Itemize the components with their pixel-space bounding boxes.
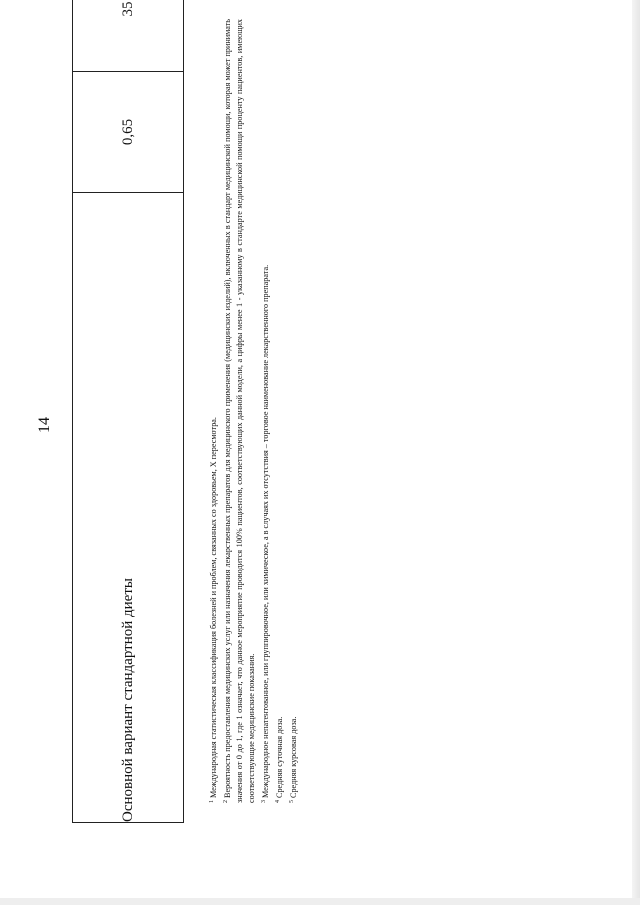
footnote-mark: 3 xyxy=(261,800,267,803)
footnote-text: Международное непатентованное, или группировочное, или химическое, а в случаях их отсутствия – торговое наименование лекарственного препарата. xyxy=(261,264,270,798)
footnote-5 xyxy=(286,19,300,823)
footnotes xyxy=(206,19,300,823)
footnote-1 xyxy=(206,19,220,823)
diet-table xyxy=(72,0,184,823)
footnote-mark: 4 xyxy=(275,800,281,803)
amount-cell: 35 xyxy=(73,0,184,72)
footnote-mark: 2 xyxy=(223,800,229,803)
page-number: 14 xyxy=(36,417,53,433)
footnote-text: Средняя курсовая доза. xyxy=(289,716,298,798)
footnote-mark: 5 xyxy=(289,800,295,803)
footnote-mark: 1 xyxy=(209,800,215,803)
frequency-cell: 0,65 xyxy=(73,72,184,193)
footnote-text: Средняя суточная доза. xyxy=(275,716,284,798)
diet-name-cell: Основной вариант стандартной диеты xyxy=(73,193,184,823)
footnote-text: Вероятность предоставления медицинских услуг или назначения лекарственных препаратов для медицинского применения (медицинских изделий), включенных в стандарт медицинской помощи, которая может принимать значения от 0 до 1, где 1 означает, что данное мероприятие проводится 100% пациентов, соответствующих данной модели, а цифры менее 1 - указанному в стандарте медицинской помощи проценту пациентов, имеющих соответствующие медицинские показания. xyxy=(223,19,256,803)
footnote-text: Международная статистическая классификация болезней и проблем, связанных со здоровьем, X пересмотра. xyxy=(209,417,218,798)
table-row xyxy=(73,0,184,823)
footnote-4 xyxy=(272,19,286,823)
footnote-3 xyxy=(258,19,272,823)
footnote-2 xyxy=(220,19,258,823)
